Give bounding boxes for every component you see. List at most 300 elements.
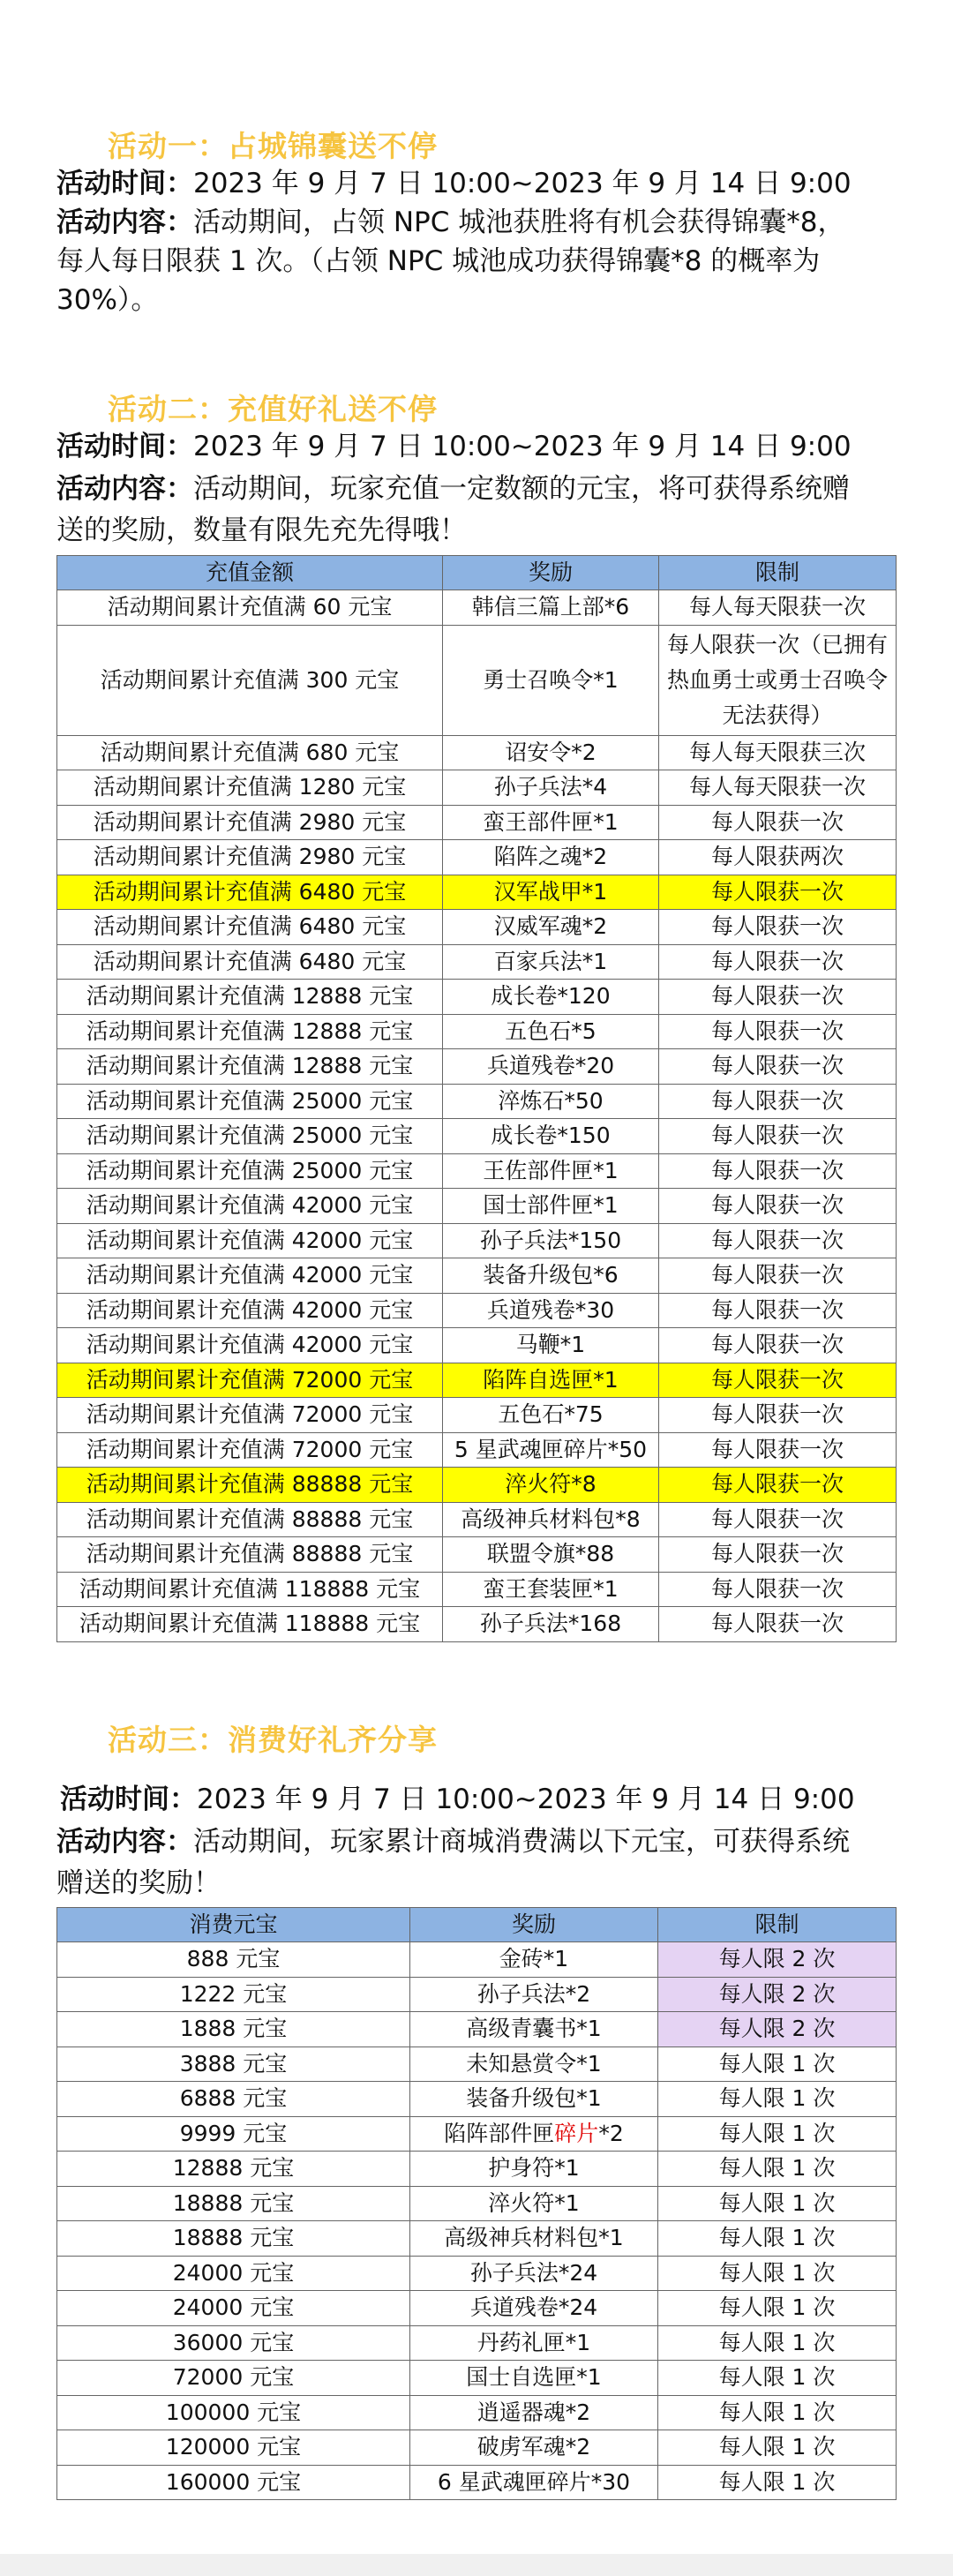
table-row [57, 1049, 897, 1085]
table-row [57, 1014, 897, 1049]
limit-cell [659, 590, 897, 626]
reward-cell-text: 未知悬赏令*1 [466, 2050, 602, 2077]
reward-cell [410, 2325, 658, 2361]
limit-cell-text: 每人限 1 次 [718, 2189, 836, 2216]
spend-cell-text: 120000 元宝 [165, 2434, 302, 2460]
spend-cell [57, 2152, 410, 2187]
limit-cell [659, 1293, 897, 1328]
limit-cell [659, 1468, 897, 1503]
spend-cell-text: 9999 元宝 [179, 2120, 288, 2146]
table-row [57, 770, 897, 806]
time-value: 2023 年 9 月 7 日 10:00~2023 年 9 月 14 日 9:00 [193, 168, 852, 199]
spend-cell [57, 2430, 410, 2466]
table-row [57, 2116, 897, 2152]
amount-cell-text: 活动期间累计充值满 12888 元宝 [86, 983, 414, 1010]
amount-cell [57, 875, 443, 910]
time-label: 活动时间： [56, 431, 193, 462]
content-label: 活动内容： [56, 207, 193, 238]
amount-cell [57, 1258, 443, 1294]
reward-cell-text: 孙子兵法*24 [469, 2259, 598, 2286]
limit-cell-text: 每人限获一次 [710, 948, 844, 974]
amount-cell [57, 625, 443, 735]
activity3-content-2: 赠送的奖励！ [56, 1867, 221, 1899]
reward-cell [410, 2361, 658, 2396]
limit-cell-text: 每人限获一次 [710, 1332, 844, 1358]
reward-cell [443, 1189, 659, 1224]
activity1-title: 活动一：占城锦囊送不停 [108, 129, 438, 163]
spend-cell-text: 1888 元宝 [179, 2016, 288, 2042]
amount-cell [57, 590, 443, 626]
limit-cell [658, 2361, 897, 2396]
spend-cell-text: 100000 元宝 [165, 2399, 302, 2425]
limit-cell [659, 1084, 897, 1119]
reward-cell [443, 875, 659, 910]
reward-cell-text: 高级神兵材料包*8 [461, 1506, 641, 1532]
bottom-edge [0, 2554, 953, 2576]
reward-cell [443, 1537, 659, 1573]
reward-cell-text: 马鞭*1 [515, 1332, 586, 1358]
limit-cell [658, 2325, 897, 2361]
reward-cell [443, 1293, 659, 1328]
reward-cell-text: 诏安令*2 [505, 739, 597, 765]
spend-cell [57, 2186, 410, 2221]
table-row [57, 1572, 897, 1607]
content-text: 活动期间，玩家充值一定数额的元宝，将可获得系统赠 [193, 473, 850, 505]
amount-cell [57, 735, 443, 770]
limit-cell [659, 735, 897, 770]
limit-cell-text: 每人限 1 次 [718, 2294, 836, 2321]
spend-cell-text: 160000 元宝 [165, 2468, 302, 2495]
amount-cell [57, 1572, 443, 1607]
limit-cell-text: 每人限获一次 [710, 1087, 844, 1114]
reward-cell [410, 2465, 658, 2500]
table-row [57, 1398, 897, 1433]
amount-cell [57, 1119, 443, 1154]
spend-cell-text: 18888 元宝 [172, 2225, 295, 2251]
reward-cell [410, 2152, 658, 2187]
limit-cell-text: 每人限获一次 [710, 983, 844, 1010]
spend-cell [57, 2465, 410, 2500]
reward-cell [443, 840, 659, 875]
limit-cell-text: 每人限获一次 [710, 1192, 844, 1219]
limit-cell [659, 1537, 897, 1573]
limit-cell-text: 每人限 1 次 [718, 2468, 836, 2495]
time-label: 活动时间： [56, 168, 193, 199]
table-row [57, 2291, 897, 2326]
limit-cell [658, 1942, 897, 1978]
table-row [57, 1293, 897, 1328]
limit-cell-text: 每人限 1 次 [718, 2259, 836, 2286]
limit-cell-text: 每人限获一次 [710, 1227, 844, 1253]
limit-cell-text: 每人每天限获一次 [688, 774, 866, 800]
amount-cell [57, 1363, 443, 1398]
table-row [57, 1258, 897, 1294]
limit-cell [659, 1189, 897, 1224]
activity3-time [58, 1780, 909, 1819]
reward-cell-text: 装备升级包*6 [483, 1262, 619, 1288]
reward-cell [410, 2430, 658, 2466]
limit-cell-text: 每人限 1 次 [718, 2364, 836, 2391]
reward-cell-text: 高级神兵材料包*1 [444, 2225, 624, 2251]
reward-cell-text: 金砖*1 [499, 1946, 569, 1972]
limit-cell-text: 每人限获一次 [710, 1506, 844, 1532]
reward-cell-text: 孙子兵法*168 [479, 1611, 622, 1637]
reward-cell [443, 1258, 659, 1294]
limit-cell-text: 每人限获一次 [710, 808, 844, 835]
reward-cell [443, 1119, 659, 1154]
limit-cell-text: 每人限获一次 [710, 1436, 844, 1462]
amount-cell-text: 活动期间累计充值满 25000 元宝 [86, 1087, 414, 1114]
limit-cell [659, 1572, 897, 1607]
table-row [57, 1537, 897, 1573]
amount-cell [57, 1468, 443, 1503]
reward-cell [443, 944, 659, 980]
amount-cell-text: 活动期间累计充值满 6480 元宝 [93, 948, 407, 974]
limit-cell [658, 2082, 897, 2117]
table-row [57, 625, 897, 735]
amount-cell [57, 910, 443, 945]
limit-cell [659, 1398, 897, 1433]
reward-cell-text: 汉军战甲*1 [493, 878, 608, 905]
table-row [57, 2361, 897, 2396]
limit-cell-text: 每人限获一次 [710, 1157, 844, 1183]
limit-cell [658, 2430, 897, 2466]
time-value: 2023 年 9 月 7 日 10:00~2023 年 9 月 14 日 9:00 [193, 431, 852, 462]
table-row [57, 2152, 897, 2187]
reward-cell [410, 2291, 658, 2326]
activity2-content-1 [56, 469, 909, 508]
spend-cell-text: 6888 元宝 [179, 2085, 288, 2112]
reward-cell-text: 陷阵部件匣 [444, 2120, 555, 2146]
activity2-content-2: 送的奖励，数量有限先充先得哦！ [56, 514, 467, 546]
limit-cell-text: 每人限获两次 [710, 844, 844, 870]
spend-cell [57, 2361, 410, 2396]
amount-cell [57, 1189, 443, 1224]
reward-highlight-text: 碎片 [554, 2120, 599, 2146]
table-row [57, 2047, 897, 2082]
amount-cell-text: 活动期间累计充值满 42000 元宝 [86, 1296, 414, 1323]
spend-cell-text: 12888 元宝 [172, 2155, 295, 2182]
amount-cell [57, 1084, 443, 1119]
amount-cell [57, 1328, 443, 1363]
amount-cell-text: 活动期间累计充值满 1280 元宝 [93, 774, 407, 800]
table-row [57, 980, 897, 1015]
amount-cell [57, 1014, 443, 1049]
reward-cell-text: 破虏军魂*2 [476, 2434, 591, 2460]
amount-cell [57, 1537, 443, 1573]
table-row [57, 2465, 897, 2500]
reward-cell-text: 孙子兵法*4 [493, 774, 608, 800]
header-limit: 限制 [658, 1908, 897, 1942]
spend-cell-text: 24000 元宝 [172, 2294, 295, 2321]
table-row [57, 1432, 897, 1468]
spend-cell-text: 18888 元宝 [172, 2189, 295, 2216]
table-row [57, 1189, 897, 1224]
limit-cell-text: 每人限获一次 [710, 1262, 844, 1288]
table-row [57, 2186, 897, 2221]
table-row [57, 2256, 897, 2291]
content-label: 活动内容： [56, 1826, 193, 1858]
reward-cell-text: 联盟令旗*88 [486, 1541, 615, 1567]
reward-cell-text: 兵道残卷*24 [469, 2294, 598, 2321]
limit-cell-text: 每人限 1 次 [718, 2329, 836, 2355]
table-row [57, 875, 897, 910]
amount-cell [57, 944, 443, 980]
limit-cell-text: 无法获得） [722, 702, 833, 728]
table-row [57, 1942, 897, 1978]
reward-cell-text: 韩信三篇上部*6 [471, 594, 630, 620]
reward-cell-text: 国士部件匣*1 [483, 1192, 619, 1219]
reward-cell [443, 1572, 659, 1607]
table-row [57, 2082, 897, 2117]
reward-cell [443, 910, 659, 945]
table-row [57, 805, 897, 840]
limit-cell-text: 每人限 2 次 [718, 1946, 836, 1972]
activity1-time [56, 164, 909, 203]
spend-cell [57, 2395, 410, 2430]
activity1-content-2: 每人每日限获 1 次。（占领 NPC 城池成功获得锦囊*8 的概率为 [56, 245, 821, 277]
amount-cell [57, 1049, 443, 1085]
amount-cell-text: 活动期间累计充值满 300 元宝 [100, 666, 400, 693]
table-row [57, 1363, 897, 1398]
amount-cell-text: 活动期间累计充值满 25000 元宝 [86, 1157, 414, 1183]
limit-cell-text: 每人限获一次（已拥有 [666, 631, 888, 657]
activity2-time [56, 427, 909, 466]
reward-cell-text: 高级青囊书*1 [466, 2016, 602, 2042]
spend-cell-text: 1222 元宝 [179, 1980, 288, 2007]
reward-cell-text: 淬火符*1 [488, 2189, 580, 2216]
reward-cell [410, 2082, 658, 2117]
reward-cell [443, 1014, 659, 1049]
limit-cell [659, 944, 897, 980]
amount-cell-text: 活动期间累计充值满 88888 元宝 [86, 1506, 414, 1532]
content-text: 活动期间，玩家累计商城消费满以下元宝，可获得系统 [193, 1826, 850, 1858]
reward-cell [443, 1153, 659, 1189]
reward-cell [410, 2256, 658, 2291]
reward-cell [410, 2186, 658, 2221]
spend-cell-text: 3888 元宝 [179, 2050, 288, 2077]
reward-cell [410, 1942, 658, 1978]
amount-cell [57, 980, 443, 1015]
amount-cell-text: 活动期间累计充值满 680 元宝 [100, 739, 400, 765]
limit-cell-text: 每人限 1 次 [718, 2434, 836, 2460]
limit-cell-text: 每人每天限获三次 [688, 739, 866, 765]
amount-cell [57, 1223, 443, 1258]
amount-cell [57, 805, 443, 840]
reward-cell [410, 2116, 658, 2152]
reward-cell-text: 逍遥器魂*2 [476, 2399, 591, 2425]
reward-cell-text: 王佐部件匣*1 [483, 1157, 619, 1183]
amount-cell-text: 活动期间累计充值满 42000 元宝 [86, 1227, 414, 1253]
reward-cell-text: 蛮王套装匣*1 [483, 1575, 619, 1602]
table-row [57, 1084, 897, 1119]
header-amount: 充值金额 [57, 556, 443, 590]
limit-cell [659, 1014, 897, 1049]
amount-cell-text: 活动期间累计充值满 118888 元宝 [79, 1575, 421, 1602]
table-row [57, 735, 897, 770]
reward-cell-text: 勇士召唤令*1 [483, 666, 619, 693]
time-label: 活动时间： [60, 1784, 197, 1815]
reward-cell-text: 兵道残卷*30 [486, 1296, 615, 1323]
limit-cell-text: 每人限获一次 [710, 1053, 844, 1079]
reward-cell [443, 1223, 659, 1258]
amount-cell [57, 1153, 443, 1189]
limit-cell [659, 840, 897, 875]
table-row [57, 1607, 897, 1642]
spend-cell [57, 2291, 410, 2326]
limit-cell-text: 每人限 1 次 [718, 2225, 836, 2251]
amount-cell [57, 1432, 443, 1468]
limit-cell [658, 2395, 897, 2430]
limit-cell-text: 每人限 1 次 [718, 2399, 836, 2425]
reward-cell-text: 成长卷*120 [491, 983, 611, 1010]
header-reward: 奖励 [443, 556, 659, 590]
limit-cell [659, 1363, 897, 1398]
table-row [57, 1119, 897, 1154]
limit-cell [658, 2291, 897, 2326]
table-row [57, 840, 897, 875]
table-row [57, 1502, 897, 1537]
activity1-content-1 [56, 203, 909, 242]
reward-cell-text: 兵道残卷*20 [486, 1053, 615, 1079]
limit-cell-text: 每人限获一次 [710, 1575, 844, 1602]
reward-cell [443, 1432, 659, 1468]
reward-cell [410, 2395, 658, 2430]
table-row [57, 1977, 897, 2012]
limit-cell [658, 2012, 897, 2047]
reward-cell-text: 五色石*5 [505, 1018, 597, 1044]
reward-cell-text: 汉威军魂*2 [493, 913, 608, 940]
reward-cell-text: 五色石*75 [498, 1401, 604, 1428]
limit-cell [659, 1328, 897, 1363]
reward-cell [443, 1468, 659, 1503]
limit-cell [659, 1502, 897, 1537]
reward-cell [443, 805, 659, 840]
limit-cell [658, 2465, 897, 2500]
table-row [57, 2325, 897, 2361]
spend-cell [57, 2082, 410, 2117]
reward-cell-text: 成长卷*150 [491, 1123, 611, 1149]
reward-cell-text: 陷阵之魂*2 [493, 844, 608, 870]
limit-cell [658, 2256, 897, 2291]
table-row [57, 2012, 897, 2047]
spend-cell-text: 36000 元宝 [172, 2329, 295, 2355]
table-row [57, 910, 897, 945]
limit-cell [659, 1607, 897, 1642]
limit-cell [658, 2221, 897, 2257]
header-spend: 消费元宝 [57, 1908, 410, 1942]
spend-cell [57, 1977, 410, 2012]
limit-cell [659, 910, 897, 945]
limit-cell-text: 每人限 1 次 [718, 2085, 836, 2112]
reward-cell [443, 625, 659, 735]
limit-cell-text: 每人限 2 次 [718, 2016, 836, 2042]
limit-cell [659, 1153, 897, 1189]
spend-cell-text: 72000 元宝 [172, 2364, 295, 2391]
limit-cell [659, 1119, 897, 1154]
reward-cell [410, 2047, 658, 2082]
reward-cell-text: 百家兵法*1 [493, 948, 608, 974]
content-label: 活动内容： [56, 473, 193, 505]
reward-cell-text: 蛮王部件匣*1 [483, 808, 619, 835]
limit-cell-text: 每人限 1 次 [718, 2155, 836, 2182]
limit-cell-text: 每人限获一次 [710, 1018, 844, 1044]
limit-cell-text: 每人限获一次 [710, 1296, 844, 1323]
limit-cell-text: 每人限 1 次 [718, 2050, 836, 2077]
amount-cell-text: 活动期间累计充值满 2980 元宝 [93, 808, 407, 835]
limit-cell-text: 每人限获一次 [710, 1611, 844, 1637]
table-row [57, 1468, 897, 1503]
spend-cell [57, 2012, 410, 2047]
amount-cell [57, 1607, 443, 1642]
reward-cell [443, 1363, 659, 1398]
activity1-content-3: 30%）。 [56, 284, 159, 316]
amount-cell-text: 活动期间累计充值满 88888 元宝 [86, 1471, 414, 1498]
content-text: 活动期间，占领 NPC 城池获胜将有机会获得锦囊*8， [193, 207, 845, 238]
amount-cell-text: 活动期间累计充值满 12888 元宝 [86, 1018, 414, 1044]
reward-cell-text: 孙子兵法*150 [479, 1227, 622, 1253]
limit-cell [658, 1977, 897, 2012]
reward-cell [443, 1607, 659, 1642]
limit-cell [659, 1049, 897, 1085]
reward-cell-text: 丹药礼匣*1 [476, 2329, 591, 2355]
header-reward: 奖励 [410, 1908, 658, 1942]
amount-cell [57, 770, 443, 806]
limit-cell [659, 980, 897, 1015]
spend-cell [57, 2325, 410, 2361]
limit-cell-text: 每人限获一次 [710, 1123, 844, 1149]
limit-cell [658, 2186, 897, 2221]
table-row [57, 1153, 897, 1189]
reward-cell-text: 国士自选匣*1 [466, 2364, 602, 2391]
reward-cell-text: 6 星武魂匣碎片*30 [437, 2468, 631, 2495]
limit-cell [659, 805, 897, 840]
table-row [57, 590, 897, 626]
reward-cell [443, 735, 659, 770]
table-row [57, 2221, 897, 2257]
table-header-row [57, 1908, 897, 1942]
limit-cell-text: 每人限获一次 [710, 1366, 844, 1393]
amount-cell-text: 活动期间累计充值满 72000 元宝 [86, 1436, 414, 1462]
amount-cell-text: 活动期间累计充值满 60 元宝 [107, 594, 393, 620]
amount-cell [57, 840, 443, 875]
limit-cell-text: 热血勇士或勇士召唤令 [666, 666, 888, 693]
table-row [57, 2395, 897, 2430]
reward-cell [410, 2012, 658, 2047]
reward-cell-text: 淬火符*8 [505, 1471, 597, 1498]
amount-cell-text: 活动期间累计充值满 6480 元宝 [93, 878, 407, 905]
reward-cell [443, 980, 659, 1015]
limit-cell [659, 1432, 897, 1468]
activity2-title: 活动二：充值好礼送不停 [108, 392, 438, 426]
limit-cell [659, 1223, 897, 1258]
spend-cell [57, 2116, 410, 2152]
spend-cell-text: 24000 元宝 [172, 2259, 295, 2286]
limit-cell-text: 每人限获一次 [710, 913, 844, 940]
spend-cell-text: 888 元宝 [186, 1946, 281, 1972]
limit-cell-text: 每人限 2 次 [718, 1980, 836, 2007]
table-row [57, 944, 897, 980]
limit-cell [658, 2152, 897, 2187]
reward-cell [443, 1398, 659, 1433]
reward-cell-text: *2 [598, 2120, 624, 2146]
amount-cell-text: 活动期间累计充值满 42000 元宝 [86, 1332, 414, 1358]
limit-cell [659, 625, 897, 735]
amount-cell-text: 活动期间累计充值满 6480 元宝 [93, 913, 407, 940]
reward-cell-text: 孙子兵法*2 [476, 1980, 591, 2007]
limit-cell [659, 875, 897, 910]
limit-cell-text: 每人限 1 次 [718, 2120, 836, 2146]
